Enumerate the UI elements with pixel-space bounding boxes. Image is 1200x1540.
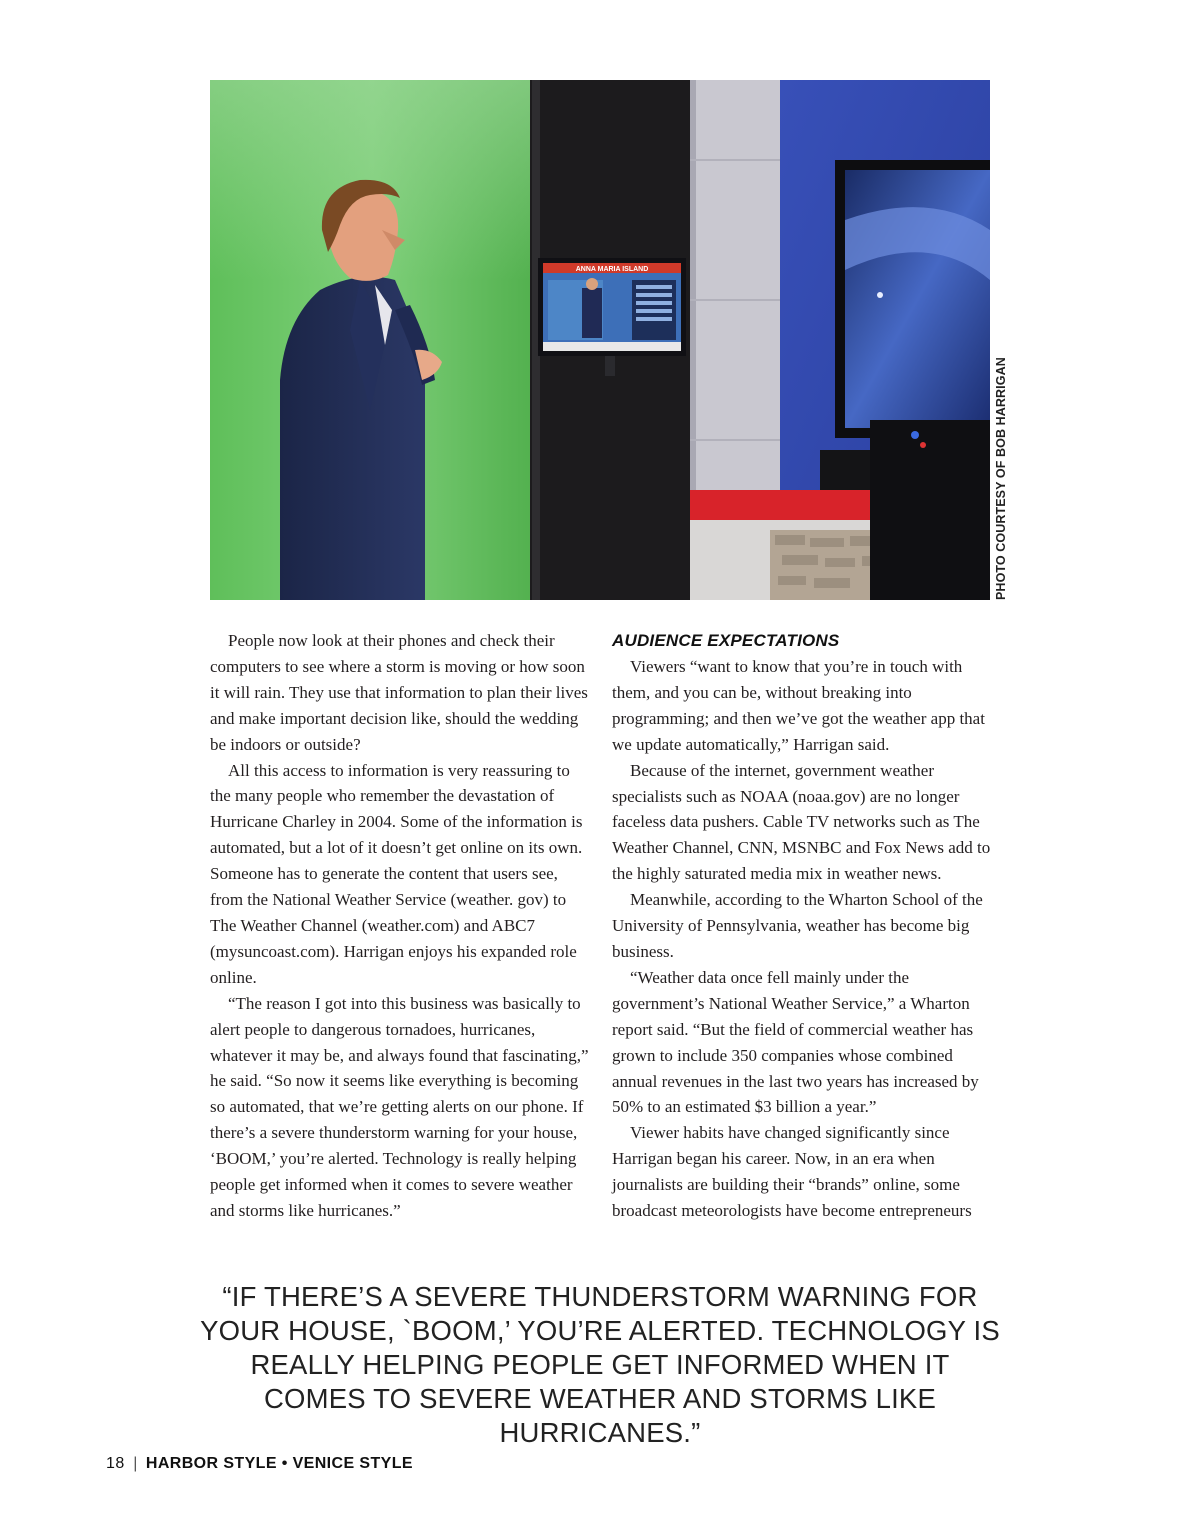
paragraph: People now look at their phones and check their computers to see where a storm is moving or how soon it will rain. They use that information to plan their lives and make important decision like, should the wedding be indoors or outside?	[210, 631, 588, 754]
paragraph: Viewer habits have changed significantly since Harrigan began his career. Now, in an era when journalists are building their “brands” online, some broadcast meteorologists have become entrepreneurs	[612, 1123, 972, 1221]
paragraph: All this access to information is very reassuring to the many people who remember the devastation of Hurricane Charley in 2004. Some of the information is automated, but a lot of it doesn’t get online on its own. Someone has to generate the content that users see, from the National Weather Service (weather. gov) to The Weather Channel (weather.com) and ABC7 (mysuncoast.com). Harrigan enjoys his expanded role online.	[210, 760, 583, 987]
section-heading: AUDIENCE EXPECTATIONS	[612, 631, 840, 650]
tv-headline: ANNA MARIA ISLAND	[575, 266, 649, 273]
right-column	[612, 628, 992, 1224]
paragraph: Because of the internet, government weather specialists such as NOAA (noaa.gov) are no longer faceless data pushers. Cable TV networks such as The Weather Channel, CNN, MSNBC and Fox News add to the highly saturated media mix in weather news.	[612, 760, 991, 884]
pull-quote: “IF THERE’S A SEVERE THUNDERSTORM WARNING FOR YOUR HOUSE, `BOOM,’ YOU’RE ALERTED. TECHNOLOGY IS REALLY HELPING PEOPLE GET INFORMED WHEN IT COMES TO SEVERE WEATHER AND STORMS LIKE HURRICANES.”	[200, 1281, 1000, 1448]
left-column	[210, 628, 590, 1224]
photo-credit-text: PHOTO COURTESY OF BOB HARRIGAN	[994, 357, 1008, 600]
footer-separator: |	[133, 1455, 138, 1472]
publication-name: HARBOR STYLE • VENICE STYLE	[145, 1455, 413, 1472]
paragraph: Viewers “want to know that you’re in touch with them, and you can be, without breaking into programming; and then we’ve got the weather app that we update automatically,” Harrigan said.	[612, 657, 985, 754]
paragraph: “The reason I got into this business was basically to alert people to dangerous tornadoes, hurricanes, whatever it may be, and always found that fascinating,” he said. “So now it seems like everything is becoming so automated, that we’re getting alerts on our phone. If there’s a severe thunderstorm warning for your house, ‘BOOM,’ you’re alerted. Technology is really helping people get informed when it comes to severe weather and storms like hurricanes.”	[210, 993, 589, 1220]
page-number: 18	[106, 1455, 125, 1472]
paragraph: Meanwhile, according to the Wharton School of the University of Pennsylvania, weather has become big business.	[612, 890, 983, 961]
weather-studio-photo	[210, 80, 990, 600]
page-footer	[106, 1455, 413, 1473]
paragraph: “Weather data once fell mainly under the government’s National Weather Service,” a Wharton report said. “But the field of commercial weather has grown to include 350 companies whose combined annual revenues in the last two years has increased by 50% to an estimated $3 billion a year.”	[612, 967, 979, 1117]
